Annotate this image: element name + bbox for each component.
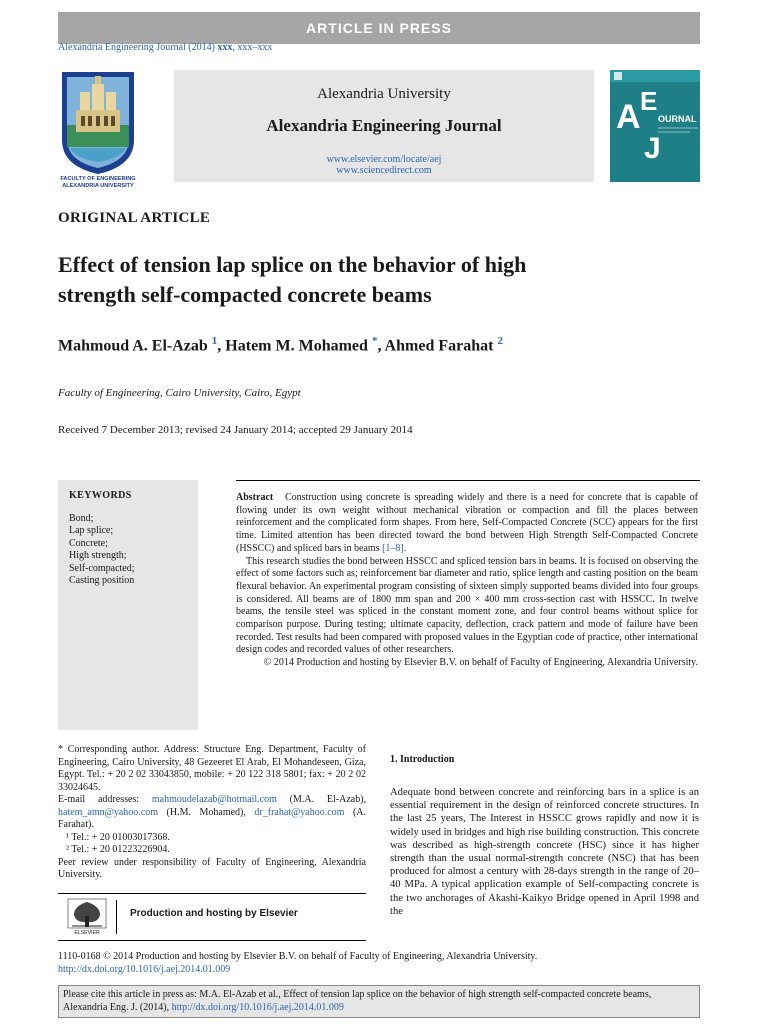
journal-citation-line[interactable] bbox=[58, 42, 272, 53]
footnotes bbox=[58, 744, 366, 882]
cite-doi-link[interactable]: http://dx.doi.org/10.1016/j.aej.2014.01.009 bbox=[171, 1001, 344, 1013]
faculty-logo bbox=[58, 70, 138, 190]
email-addresses bbox=[58, 794, 366, 832]
author-1-footnote-link[interactable]: 1 bbox=[211, 335, 218, 347]
email-owner-3: (A. Farahat). bbox=[58, 806, 367, 830]
svg-text:OURNAL: OURNAL bbox=[658, 114, 697, 124]
email-link-1[interactable]: mahmoudelazab@hotmail.com bbox=[151, 794, 277, 805]
issn-copyright: 1110-0168 © 2014 Production and hosting by Elsevier B.V. on behalf of Faculty of Engineering, Alexandria University. bbox=[58, 951, 538, 962]
abstract-paragraph-1: Construction using concrete is spreading widely and there is a need for concrete that is capable of flowing under its own weight without mechanical vibration or compaction and fill the places between reinforcement and the complicated form shapes. From here, Self-Compacted Concrete (SCC) appears for the first time. Limited attention has been directed toward the bond between High Strength Self-Compacted Concrete (HSSCC) and spliced bars in beams bbox=[236, 492, 699, 554]
author-3-footnote-link[interactable]: 2 bbox=[497, 335, 503, 347]
corresponding-author-link[interactable]: * bbox=[371, 335, 378, 347]
keyword-item: Bond; bbox=[69, 512, 94, 524]
bottom-issn-info bbox=[58, 950, 537, 976]
section-label: ORIGINAL ARTICLE bbox=[58, 210, 211, 226]
tel-footnote-1: ¹ Tel.: + 20 01003017368. bbox=[66, 831, 170, 843]
elsevier-logo-text: ELSEVIER bbox=[74, 930, 100, 936]
citation-pages: , xxx–xxx bbox=[232, 42, 273, 53]
abstract-period: . bbox=[403, 542, 407, 554]
introduction-text: Adequate bond between concrete and reinforcing bars in a splice is an essential requirement in the design of reinforced concrete structures. In the last 25 years, The Interest in HSSCC grows rapidly and now it is widely used in bridges and high rise building construction. This concrete was described as high-strength concrete (HSC) since it has higher strength than the usual normal-strength concrete (NSC) that has been produced for almost a century with 28-days strength in the range of 20–40 MPa. A typical application example of Self-compacting concrete is the two anchorages of Akashi-Kaikyo Bridge opened in April 1998 and the bbox=[390, 787, 699, 917]
keywords-box bbox=[58, 480, 198, 730]
abstract-paragraph-2: This research studies the bond between HSSCC and spliced tension bars in beams. It is focused on observing the effect of some factors such as; reinforcement bar diameter and ratio, splice length and casting position on the beam flexural behavior. An experimental program consisting of sixteen simply supported beams divided into four groups is considered. All beams are of 1800 mm span and 200 × 400 mm cross-section cast with HSSCC. In twelve beams, the tensile steel was spliced in the constant moment zone, and four control beams without splice for comparison purpose. During testing; ultimate capacity, deflection, crack pattern and mode of failure have been recorded. Test results had been compared with proposed values in the Egyptian code of practice, other international design codes and recorded values of other researchers. bbox=[236, 555, 698, 656]
elsevier-divider bbox=[116, 900, 117, 934]
email-link-2[interactable]: hatem_amn@yahoo.com bbox=[58, 806, 159, 818]
cite-text: Please cite this article in press as: M.A. El-Azab et al., Effect of tension lap splice on the behavior of high strength self-compacted concrete beams, Alexandria Eng. J. (2014), bbox=[63, 989, 652, 1013]
abstract-rule bbox=[236, 480, 700, 481]
article-title bbox=[58, 250, 658, 310]
author-2: , Hatem M. Mohamed bbox=[217, 337, 368, 355]
abstract-label: Abstract bbox=[236, 492, 274, 503]
email-link-3[interactable]: dr_frahat@yahoo.com bbox=[254, 806, 345, 818]
keywords-heading: KEYWORDS bbox=[69, 490, 132, 501]
elsevier-hosting-text: Production and hosting by Elsevier bbox=[130, 908, 298, 919]
reference-link[interactable]: [1–8] bbox=[382, 542, 404, 554]
elsevier-tree-logo bbox=[66, 898, 108, 936]
journal-links bbox=[174, 154, 594, 176]
tel-footnote-2: ² Tel.: + 20 01223226904. bbox=[66, 844, 170, 855]
elsevier-link[interactable]: www.elsevier.com/locate/aej bbox=[326, 154, 442, 165]
email-owner-2: (H.M. Mohamed), bbox=[166, 806, 246, 818]
author-list bbox=[58, 335, 503, 355]
email-owner-1: (M.A. El-Azab), bbox=[289, 794, 367, 805]
logo-text-line2: ALEXANDRIA UNIVERSITY bbox=[62, 183, 134, 189]
title-line-2: strength self-compacted concrete beams bbox=[58, 282, 432, 307]
peer-review-note: Peer review under responsibility of Faculty of Engineering, Alexandria University. bbox=[58, 856, 366, 880]
journal-name: Alexandria Engineering Journal bbox=[266, 116, 502, 135]
keyword-item: Concrete; bbox=[69, 537, 108, 549]
journal-masthead bbox=[174, 70, 594, 182]
article-in-press-banner: ARTICLE IN PRESS bbox=[58, 12, 700, 44]
svg-text:E: E bbox=[640, 86, 658, 116]
citation-prefix: Alexandria Engineering Journal (2014) bbox=[58, 42, 215, 53]
cite-this-article-box bbox=[58, 985, 700, 1018]
title-line-1: Effect of tension lap splice on the behavior of high bbox=[58, 252, 527, 277]
doi-link[interactable]: http://dx.doi.org/10.1016/j.aej.2014.01.009 bbox=[58, 964, 231, 975]
abstract bbox=[236, 492, 698, 670]
author-1: Mahmoud A. El-Azab bbox=[58, 337, 208, 355]
keyword-item: Casting position bbox=[69, 575, 135, 586]
logo-text-line1: FACULTY OF ENGINEERING bbox=[60, 176, 136, 182]
university-name: Alexandria University bbox=[317, 86, 451, 102]
keyword-item: High strength; bbox=[69, 550, 127, 561]
received-dates: Received 7 December 2013; revised 24 January 2014; accepted 29 January 2014 bbox=[58, 424, 413, 436]
keyword-item: Self-compacted; bbox=[69, 562, 135, 574]
introduction-heading: 1. Introduction bbox=[390, 754, 455, 765]
author-3: , Ahmed Farahat bbox=[377, 337, 494, 355]
abstract-copyright: © 2014 Production and hosting by Elsevier B.V. on behalf of Faculty of Engineering, Alexandria University. bbox=[263, 657, 698, 669]
corresponding-author-note: * Corresponding author. Address: Structure Eng. Department, Faculty of Engineering, Cairo University, 48 Gezeeret El Arab, El Mohandeseen, Giza, Egypt. Tel.: + 20 2 02 33043850, mobile: + 20 122 318 5801; fax: + 20 2 02 33024645. bbox=[58, 744, 366, 793]
affiliation: Faculty of Engineering, Cairo University, Cairo, Egypt bbox=[58, 387, 301, 399]
svg-text:J: J bbox=[644, 132, 661, 165]
citation-volume: xxx bbox=[217, 42, 233, 53]
journal-cover bbox=[610, 70, 700, 182]
svg-text:A: A bbox=[616, 98, 641, 136]
elsevier-hosting-box bbox=[58, 893, 366, 941]
sciencedirect-link[interactable]: www.sciencedirect.com bbox=[336, 165, 432, 176]
email-label: E-mail addresses: bbox=[58, 794, 140, 805]
keyword-item: Lap splice; bbox=[69, 525, 114, 536]
